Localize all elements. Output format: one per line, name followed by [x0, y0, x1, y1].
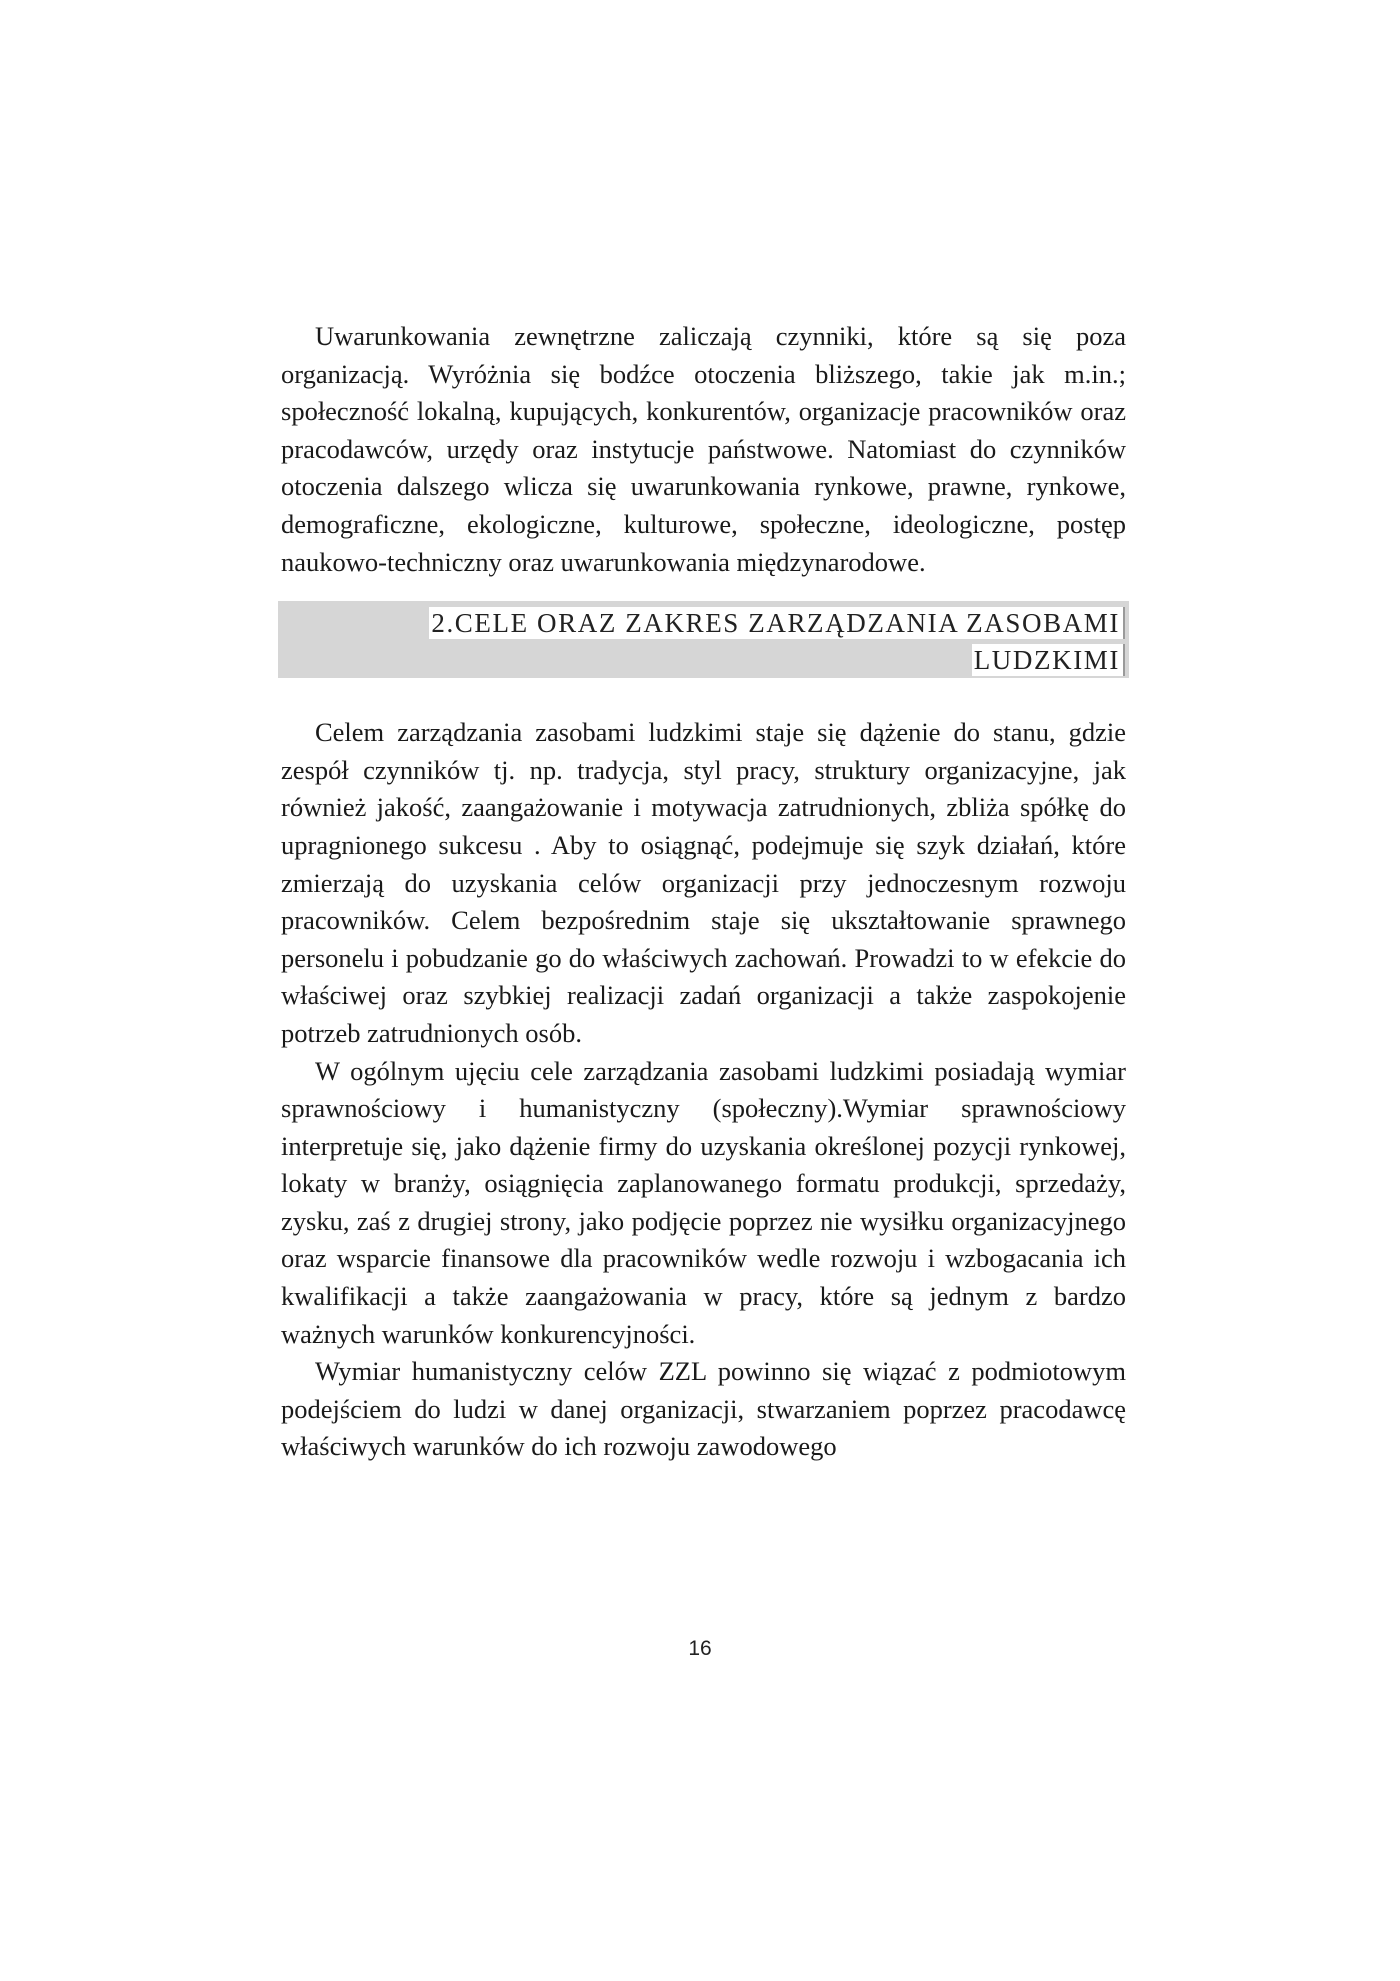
- section-heading-line-2: LUDZKIMI: [972, 644, 1125, 676]
- section-heading-text: [429, 607, 1125, 676]
- body-paragraph-3: Wymiar humanistyczny celów ZZL powinno się wiązać z podmiotowym podejściem do ludzi w danej organizacji, stwarzaniem poprzez pracodawcę właściwych warunków do ich rozwoju zawodowego: [281, 1356, 1126, 1462]
- section-heading-line-1: 2.CELE ORAZ ZAKRES ZARZĄDZANIA ZASOBAMI: [429, 607, 1125, 639]
- body-paragraph-1: Celem zarządzania zasobami ludzkimi staje się dążenie do stanu, gdzie zespół czynników tj. np. tradycja, styl pracy, struktury organizacyjne, jak również jakość, zaangażowanie i motywacja zatrudnionych, zbliża spółkę do upragnionego sukcesu . Aby to osiągnąć, podejmuje się szyk działań, które zmierzają do uzyskania celów organizacji przy jednoczesnym rozwoju pracowników. Celem bezpośrednim staje się ukształtowanie sprawnego personelu i pobudzanie go do właściwych zachowań. Prowadzi to w efekcie do właściwej oraz szybkiej realizacji zadań organizacji a także zaspokojenie potrzeb zatrudnionych osób.: [281, 717, 1126, 1048]
- page-body: [281, 318, 1126, 1466]
- page-number: 16: [688, 1637, 712, 1660]
- body-paragraph-2: W ogólnym ujęciu cele zarządzania zasobami ludzkimi posiadają wymiar sprawnościowy i humanistyczny (społeczny).Wymiar sprawnościowy interpretuje się, jako dążenie firmy do uzyskania określonej pozycji rynkowej, lokaty w branży, osiągnięcia zaplanowanego formatu produkcji, sprzedaży, zysku, zaś z drugiej strony, jako podjęcie poprzez nie wysiłku organizacyjnego oraz wsparcie finansowe dla pracowników wedle rozwoju i wzbogacania ich kwalifikacji a także zaangażowania w pracy, które są jednym z bardzo ważnych warunków konkurencyjności.: [281, 1055, 1126, 1349]
- section-body: [281, 714, 1126, 1466]
- intro-paragraph: Uwarunkowania zewnętrzne zaliczają czynniki, które są się poza organizacją. Wyróżnia się bodźce otoczenia bliższego, takie jak m.in.; społeczność lokalną, kupujących, konkurentów, organizacje pracowników oraz pracodawców, urzędy oraz instytucje państwowe. Natomiast do czynników otoczenia dalszego wlicza się uwarunkowania rynkowe, prawne, rynkowe, demograficzne, ekologiczne, kulturowe, społeczne, ideologiczne, postęp naukowo-techniczny oraz uwarunkowania międzynarodowe.: [281, 321, 1126, 577]
- section-heading: [278, 601, 1129, 678]
